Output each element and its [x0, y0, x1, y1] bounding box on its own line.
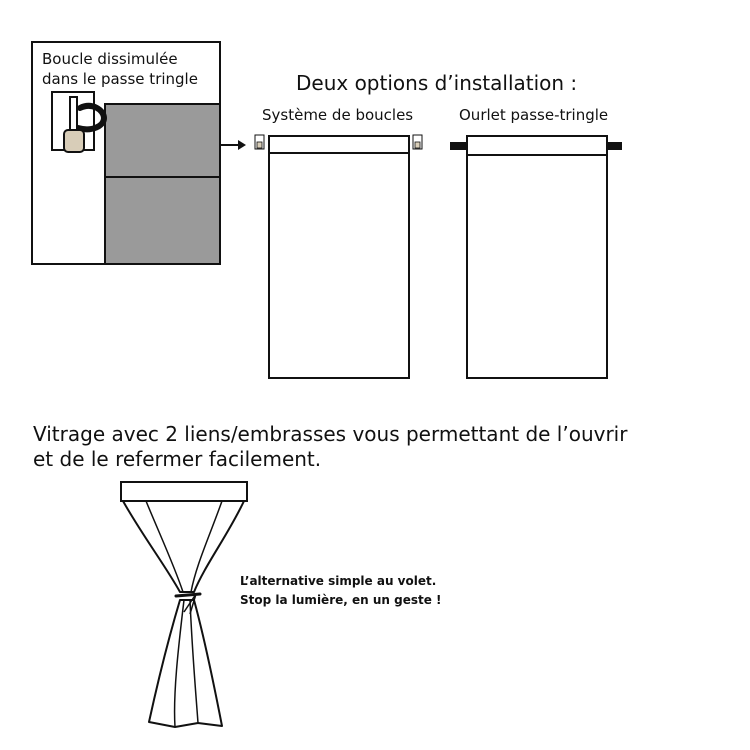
description-line-1: Vitrage avec 2 liens/embrasses vous permettant de l’ouvrir [33, 422, 628, 446]
loop-icon-left-cyl [257, 142, 262, 148]
tagline-line-1: L’alternative simple au volet. [240, 574, 437, 588]
pointer-arrow [220, 140, 246, 150]
tagline [240, 572, 442, 610]
curtain-body [467, 136, 607, 378]
curtain-panel-bottom [105, 177, 220, 264]
curtain-body [269, 136, 409, 378]
tagline-line-2: Stop la lumière, en un geste ! [240, 593, 442, 607]
curtain-panel-top [105, 104, 220, 177]
caption-line-1: Boucle dissimulée [42, 50, 178, 68]
curtain-drape [123, 501, 244, 592]
options-title: Deux options d’installation : [296, 71, 578, 95]
option-label-loops: Système de boucles [262, 106, 414, 124]
rod-end-left [450, 142, 468, 150]
caption-line-2: dans le passe tringle [42, 70, 198, 88]
description-text [33, 422, 627, 472]
curtain-loop-system [255, 135, 422, 378]
loop-icon-right-cyl [415, 142, 420, 148]
rod-end-right [606, 142, 622, 150]
tied-curtain [121, 482, 247, 727]
description-line-2: et de le refermer facilement. [33, 447, 322, 471]
option-label-hem: Ourlet passe-tringle [459, 106, 609, 124]
loop-detail-caption [42, 49, 198, 89]
curtain-header [121, 482, 247, 501]
rod-cylinder [64, 130, 84, 152]
curtain-lower [149, 600, 222, 727]
curtain-rod-pocket [450, 136, 622, 378]
